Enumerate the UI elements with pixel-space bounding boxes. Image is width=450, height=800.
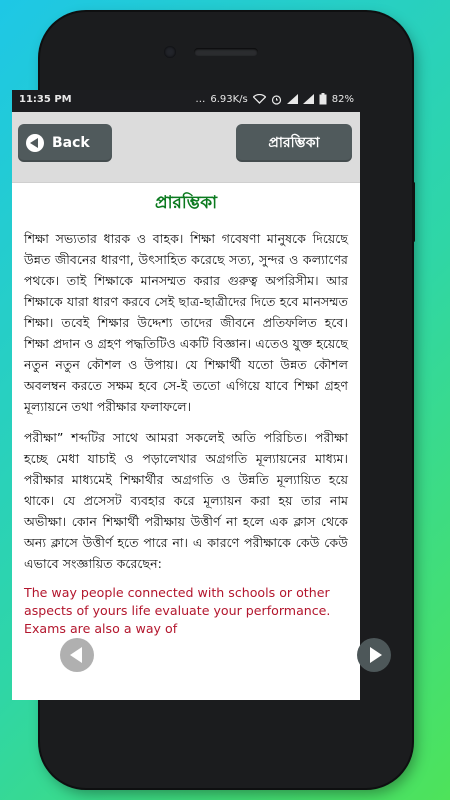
back-button[interactable]	[18, 124, 112, 162]
chapter-title-button[interactable]	[236, 124, 352, 162]
app-toolbar	[12, 112, 360, 183]
front-camera	[164, 46, 176, 58]
back-button-label: Back	[52, 135, 90, 151]
status-time: 11:35 PM	[19, 94, 72, 105]
network-speed: 6.93K/s	[210, 93, 248, 105]
app-screen	[12, 90, 360, 700]
previous-page-button[interactable]	[60, 638, 94, 672]
page-title: প্রারম্ভিকা	[154, 193, 218, 213]
status-bar	[12, 90, 360, 112]
signal-icon-2	[303, 94, 314, 104]
paragraph-1: শিক্ষা সভ্যতার ধারক ও বাহক। শিক্ষা গবেষণা মানুষকে দিয়েছে উন্নত জীবনের ধারণা, উৎসাহিত করেছে সত্য, সুন্দর ও কল্যাণের পথকে। তাই শিক্ষাকে মানসম্মত করার গুরুত্ব অপরিসীম। আর শিক্ষাকে যারা ধারণ করবে সেই ছাত্র-ছাত্রীদের দিতে হবে মানসম্মত শিক্ষা। তবেই শিক্ষার উদ্দেশ্য তাদের জীবনে প্রতিফলিত হবে। শিক্ষা প্রদান ও গ্রহণ পদ্ধতিটিও একটি বিজ্ঞান। এতেও যুক্ত হয়েছে নতুন নতুন কৌশল ও উপায়। যে শিক্ষার্থী যতো উন্নত কৌশল অবলম্বন করতে সক্ষম হবে সে-ই ততো এগিয়ে যাবে শিক্ষা গ্রহণ মূল্যায়নে তথা পরীক্ষার ফলাফলে।	[24, 231, 348, 414]
earpiece-speaker	[194, 48, 258, 56]
signal-icon	[287, 94, 298, 104]
alarm-icon	[271, 94, 282, 105]
chapter-title-label: প্রারম্ভিকা	[268, 135, 320, 151]
chevron-left-icon	[70, 647, 82, 663]
phone-bottom-bezel	[12, 700, 360, 776]
battery-icon	[319, 93, 327, 105]
article-content[interactable]	[12, 182, 360, 700]
more-icon: …	[195, 93, 206, 105]
next-page-button[interactable]	[357, 638, 391, 672]
arrow-left-icon	[26, 134, 44, 152]
status-icons	[195, 93, 354, 105]
battery-percent: 82%	[331, 93, 354, 105]
wifi-icon	[253, 94, 266, 104]
paragraph-2: পরীক্ষা” শব্দটির সাথে আমরা সকলেই অতি পরিচিত। পরীক্ষা হচ্ছে মেধা যাচাই ও পড়ালেখার অগ্রগতি মূল্যায়নের মাধ্যম। পরীক্ষার মাধ্যমেই শিক্ষার্থীর অগ্রগতি ও উন্নতি মূল্যায়িত হয়ে থাকে। যে প্রসেসট ব্যবহার করে মূল্যায়ন করা হয় তার নাম অভীক্ষা। কোন শিক্ষার্থী পরীক্ষায় উত্তীর্ণ না হলে এক ক্লাস থেকে অন্য ক্লাসে উত্তীর্ণ হতে পারে না। এ কারণে পরীক্ষাকে কেউ কেউ এভাবে সংজ্ঞায়িত করেছেন:	[24, 430, 348, 571]
chevron-right-icon	[370, 647, 382, 663]
paragraph-3: The way people connected with schools or other aspects of yours life evaluate your performance. Exams are also a way of	[24, 585, 331, 636]
power-button	[412, 182, 415, 242]
